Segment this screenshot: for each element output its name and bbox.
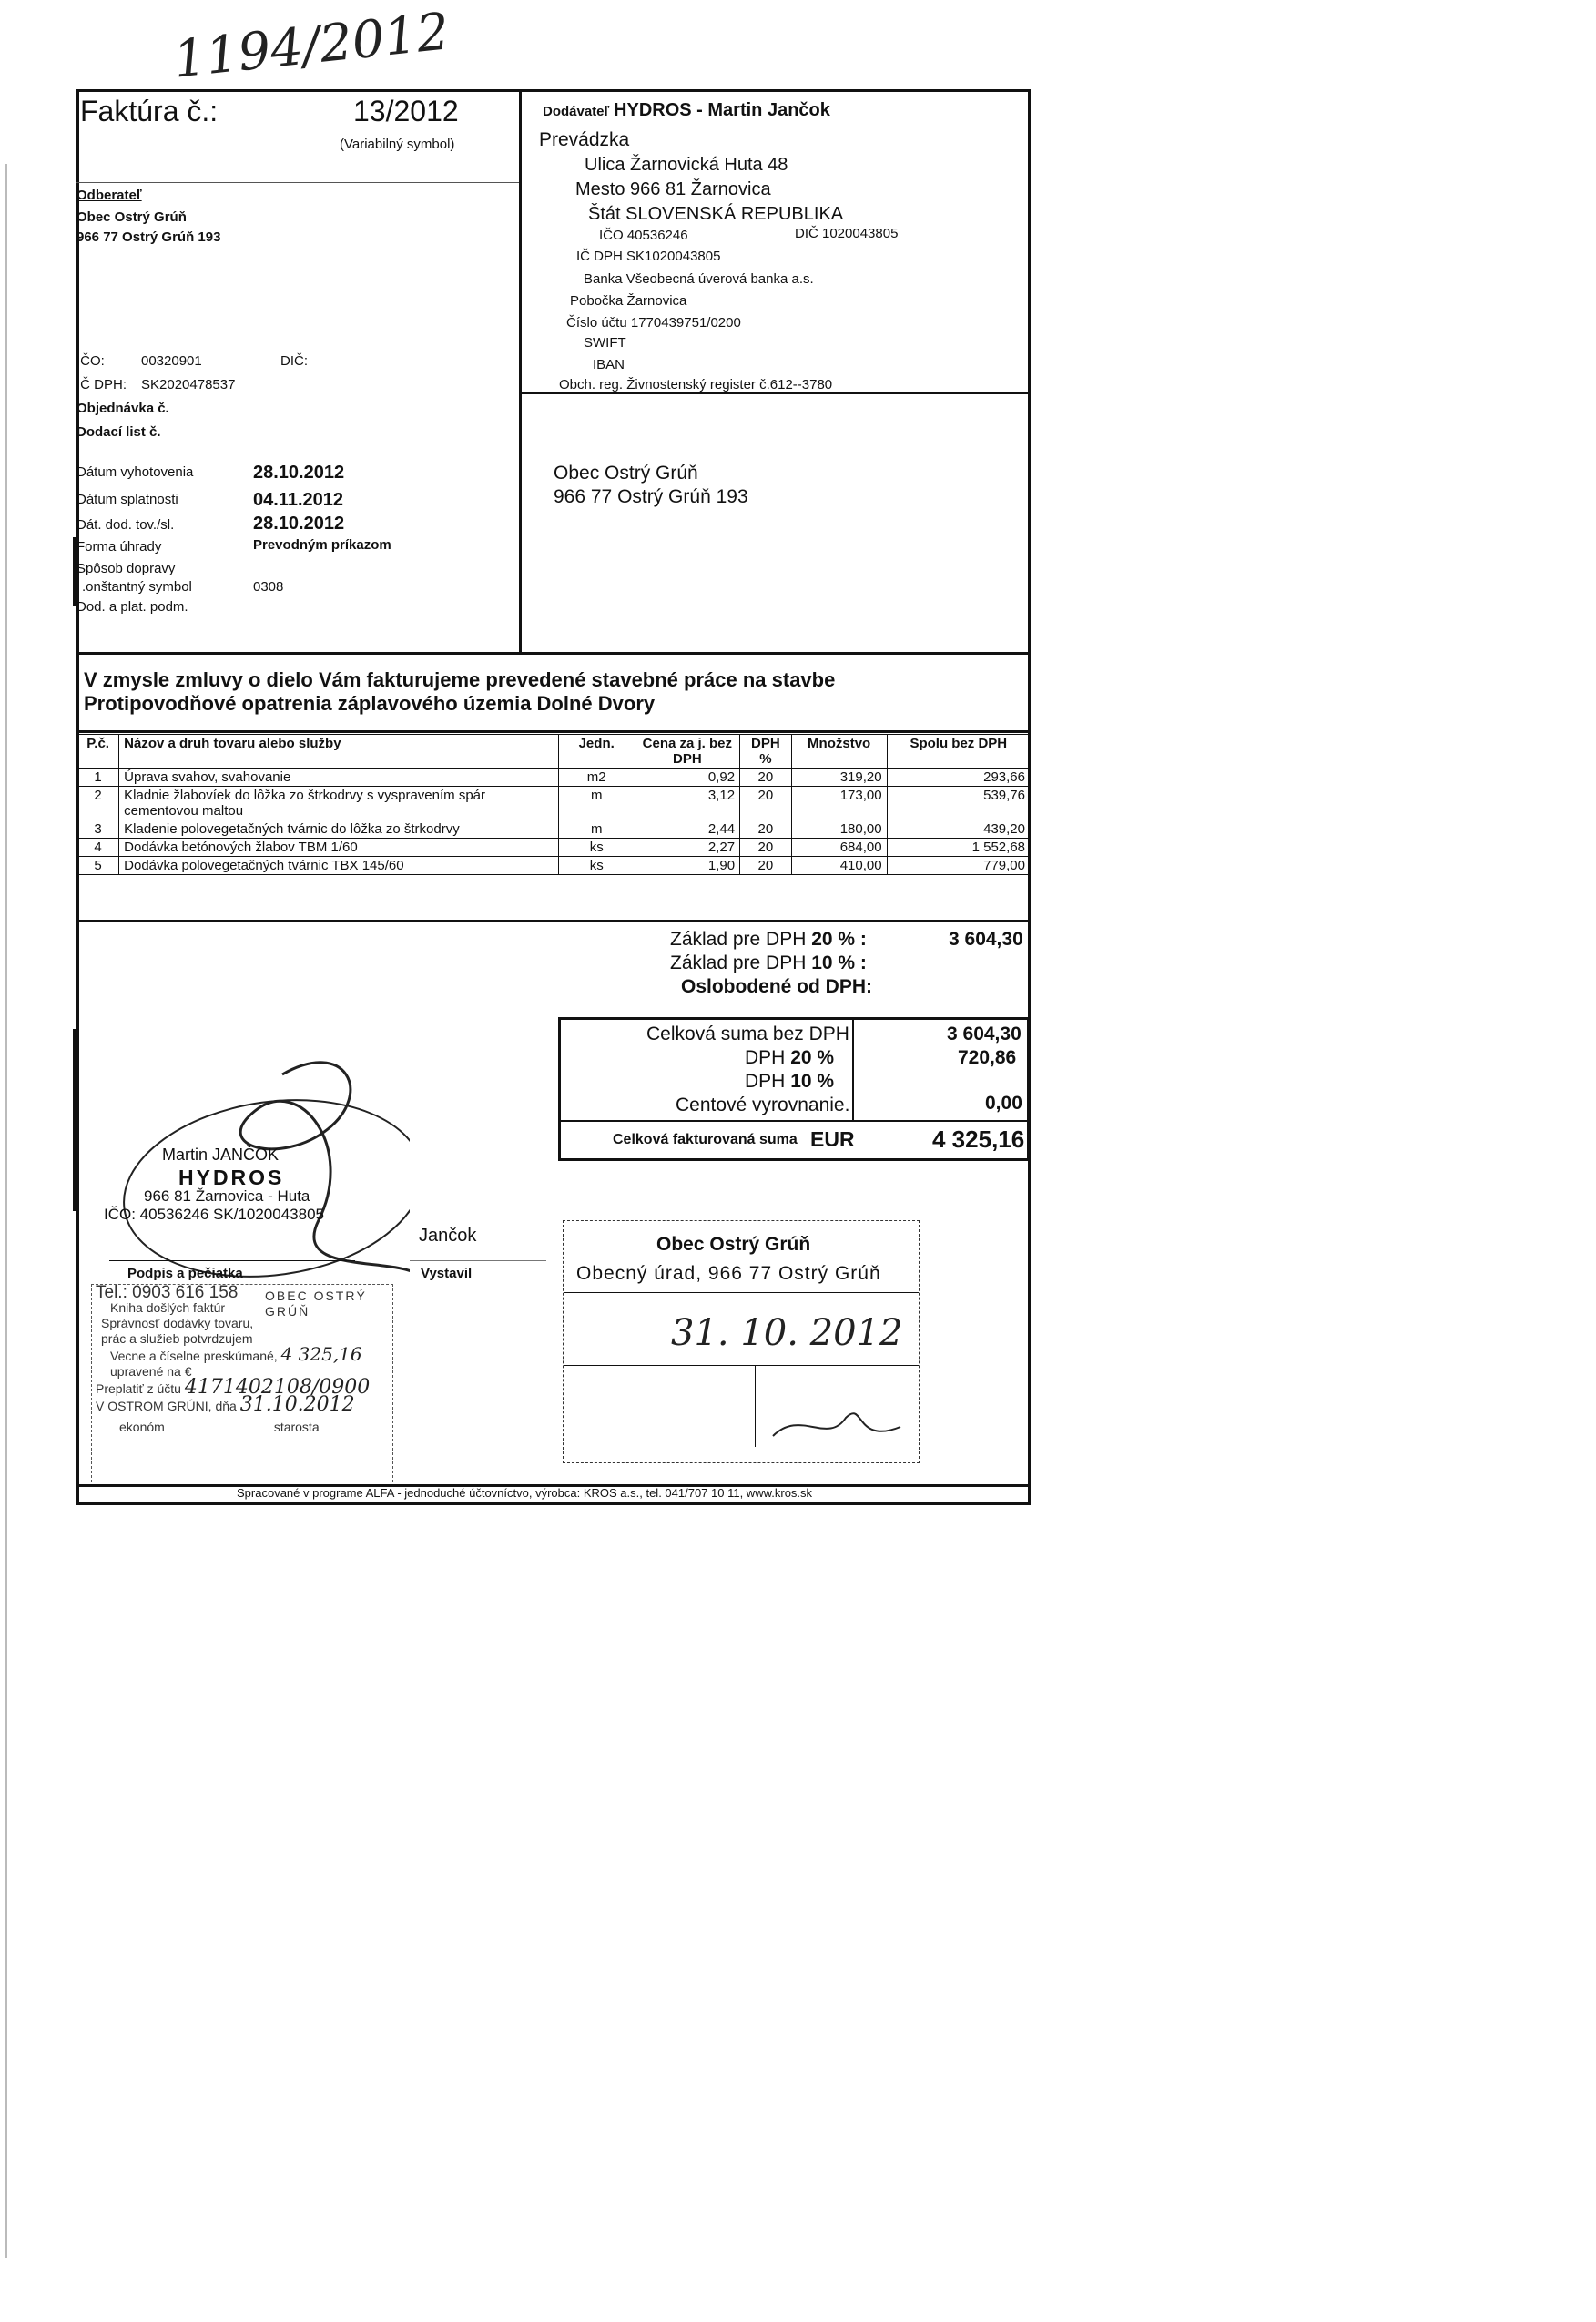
row-total: 539,76 — [887, 787, 1030, 820]
stamp-city: 966 81 Žarnovica - Huta — [144, 1187, 310, 1205]
approval-stamp — [563, 1220, 920, 1463]
total-no-vat: 3 604,30 — [947, 1024, 1022, 1044]
row-unit: m — [558, 787, 635, 820]
customer-dic-label: DIČ: — [280, 353, 308, 369]
supplier-account: Číslo účtu 1770439751/0200 — [566, 315, 741, 331]
table-row — [77, 820, 1031, 839]
table-row — [77, 769, 1031, 787]
row-pc: 5 — [77, 857, 119, 875]
recipient-line2: 966 77 Ostrý Grúň 193 — [554, 486, 748, 507]
items-table — [76, 734, 1031, 875]
supplier-label: Dodávateľ — [543, 104, 610, 119]
row-total: 779,00 — [887, 857, 1030, 875]
supplier-name: HYDROS - Martin Jančok — [614, 100, 830, 120]
row-total: 293,66 — [887, 769, 1030, 787]
row-unit: m — [558, 820, 635, 839]
base10-label: Základ pre DPH — [670, 952, 807, 973]
row-price: 0,92 — [635, 769, 739, 787]
row-vat: 20 — [740, 787, 792, 820]
control-l10: starosta — [273, 1420, 320, 1434]
vat20-row — [745, 1047, 834, 1069]
row-qty: 319,20 — [791, 769, 887, 787]
vat10-row — [745, 1071, 834, 1093]
payment-method: Prevodným príkazom — [253, 537, 391, 553]
row-price: 2,27 — [635, 839, 739, 857]
row-pc: 1 — [77, 769, 119, 787]
col-qty: Množstvo — [791, 735, 887, 769]
supplier-street: Ulica Žarnovická Huta 48 — [585, 155, 788, 175]
grand-total: 4 325,16 — [932, 1125, 1025, 1153]
control-l4: prác a služieb potvrdzujem — [101, 1331, 253, 1346]
supplier-city: Mesto 966 81 Žarnovica — [575, 179, 771, 199]
control-l7: Preplatiť z účtu — [96, 1381, 181, 1396]
vat20-value: 720,86 — [958, 1047, 1017, 1068]
control-l5-value: 4 325,16 — [280, 1343, 362, 1365]
supplier-dic: DIČ 1020043805 — [795, 226, 899, 241]
due-label: Dátum splatnosti — [76, 492, 178, 507]
row-total: 439,20 — [887, 820, 1030, 839]
intro-line2: Protipovodňové opatrenia záplavového územia Dolné Dvory — [84, 692, 656, 715]
col-unit: Jedn. — [558, 735, 635, 769]
supplier-country: Štát SLOVENSKÁ REPUBLIKA — [588, 204, 844, 224]
base20-value: 3 604,30 — [949, 929, 1023, 950]
supplier-bank-branch: Pobočka Žarnovica — [570, 293, 687, 309]
vat10-rate: 10 % — [790, 1071, 835, 1092]
stamp-ids: IČO: 40536246 SK/1020043805 — [104, 1206, 324, 1223]
vat20-rate: 20 % — [790, 1047, 835, 1068]
row-qty: 173,00 — [791, 787, 887, 820]
vat10-label: DPH — [745, 1071, 786, 1092]
control-l8-row — [92, 1393, 392, 1416]
supplier-bank: Banka Všeobecná úverová banka a.s. — [584, 271, 814, 287]
row-name: Úprava svahov, svahovanie — [119, 769, 559, 787]
col-total: Spolu bez DPH — [887, 735, 1030, 769]
supplier-iban: IBAN — [593, 357, 625, 372]
control-l9: ekonóm — [119, 1420, 165, 1434]
stamp-company: HYDROS — [178, 1166, 285, 1189]
control-l2: Kniha došlých faktúr — [110, 1300, 226, 1315]
order-label: Objednávka č. — [76, 401, 169, 416]
issuer-label: Vystavil — [421, 1266, 473, 1281]
total-no-vat-label: Celková suma bez DPH — [646, 1024, 849, 1044]
control-l1: OBEC OSTRÝ GRÚŇ — [265, 1288, 367, 1319]
customer-ico: 00320901 — [141, 353, 202, 369]
base20-row — [670, 929, 867, 951]
control-l6: upravené na € — [110, 1364, 192, 1379]
row-qty: 410,00 — [791, 857, 887, 875]
rounding-label: Centové vyrovnanie. — [676, 1095, 850, 1115]
variable-symbol-note: (Variabilný symbol) — [340, 137, 455, 152]
approval-header: Obec Ostrý Grúň — [656, 1234, 811, 1255]
control-phone: Tel.: 0903 616 158 — [96, 1283, 239, 1302]
col-vat: DPH % — [740, 735, 792, 769]
stamp-name: Martin JANČOK — [162, 1146, 280, 1164]
row-name: Kladnie žlabovíek do lôžka zo štrkodrvy s vyspravením spár cementovou maltou — [119, 787, 559, 820]
invoice-number: 13/2012 — [353, 95, 459, 127]
grand-total-label: Celková fakturovaná suma — [613, 1132, 798, 1147]
customer-ic-dph: SK2020478537 — [141, 377, 236, 392]
supplier-ico: IČO 40536246 — [599, 228, 688, 243]
table-header-row — [77, 735, 1031, 769]
row-qty: 684,00 — [791, 839, 887, 857]
delivery-date-label: Dát. dod. tov./sl. — [76, 517, 175, 533]
control-l3: Správnosť dodávky tovaru, — [101, 1316, 254, 1330]
customer-ico-label: IČO: — [76, 353, 105, 369]
col-name: Názov a druh tovaru alebo služby — [119, 735, 559, 769]
base20-label: Základ pre DPH — [670, 929, 807, 950]
table-row — [77, 839, 1031, 857]
control-stamp — [91, 1284, 393, 1482]
row-total: 1 552,68 — [887, 839, 1030, 857]
row-name: Dodávka betónových žlabov TBM 1/60 — [119, 839, 559, 857]
row-pc: 2 — [77, 787, 119, 820]
customer-ic-dph-label: IČ DPH: — [76, 377, 127, 392]
control-l7-value: 4171402108/0900 — [184, 1376, 371, 1399]
supplier-ic-dph: IČ DPH SK1020043805 — [576, 249, 721, 264]
handwritten-reference: 1194/2012 — [170, 2, 452, 90]
base10-row — [670, 952, 867, 974]
control-l8: V OSTROM GRÚNI, dňa — [96, 1399, 237, 1413]
issued-label: Dátum vyhotovenia — [76, 464, 194, 480]
table-row — [77, 857, 1031, 875]
row-vat: 20 — [740, 820, 792, 839]
row-price: 3,12 — [635, 787, 739, 820]
supplier-branch: Prevádzka — [539, 129, 630, 150]
approval-signature — [764, 1400, 910, 1454]
constant-symbol: 0308 — [253, 579, 284, 595]
row-name: Kladenie polovegetačných tvárnic do lôžka zo štrkodrvy — [119, 820, 559, 839]
due-date: 04.11.2012 — [253, 490, 343, 510]
exempt-label: Oslobodené od DPH: — [681, 976, 872, 997]
row-price: 2,44 — [635, 820, 739, 839]
terms-label: Dod. a plat. podm. — [76, 599, 188, 615]
vat20-label: DPH — [745, 1047, 786, 1068]
row-unit: ks — [558, 857, 635, 875]
row-qty: 180,00 — [791, 820, 887, 839]
control-l8-value: 31.10.2012 — [239, 1393, 355, 1416]
control-l5-row — [92, 1343, 392, 1365]
delivery-note-label: Dodací list č. — [76, 424, 161, 440]
issuer-name: Jančok — [419, 1226, 477, 1246]
transport-label: Spôsob dopravy — [76, 561, 176, 576]
row-pc: 3 — [77, 820, 119, 839]
row-vat: 20 — [740, 769, 792, 787]
delivery-date: 28.10.2012 — [253, 514, 345, 534]
issued-date: 28.10.2012 — [253, 463, 345, 483]
row-name: Dodávka polovegetačných tvárnic TBX 145/60 — [119, 857, 559, 875]
row-price: 1,90 — [635, 857, 739, 875]
table-row — [77, 787, 1031, 820]
row-unit: ks — [558, 839, 635, 857]
row-vat: 20 — [740, 839, 792, 857]
software-footer: Spracované v programe ALFA - jednoduché účtovníctvo, výrobca: KROS a.s., tel. 041/707 10 11, www.kros.sk — [237, 1486, 813, 1500]
approval-date: 31. 10. 2012 — [671, 1312, 903, 1354]
currency: EUR — [810, 1127, 855, 1151]
constant-symbol-label: .onštantný symbol — [82, 579, 192, 595]
supplier-swift: SWIFT — [584, 335, 626, 351]
base20-rate: 20 % : — [811, 929, 867, 950]
recipient-line1: Obec Ostrý Grúň — [554, 463, 698, 484]
row-pc: 4 — [77, 839, 119, 857]
col-price: Cena za j. bez DPH — [635, 735, 739, 769]
rounding-value: 0,00 — [985, 1093, 1022, 1114]
row-vat: 20 — [740, 857, 792, 875]
invoice-title: Faktúra č.: — [80, 95, 219, 127]
customer-address: 966 77 Ostrý Grúň 193 — [76, 229, 221, 245]
supplier-register: Obch. reg. Živnostenský register č.612--3780 — [559, 377, 833, 392]
customer-name: Obec Ostrý Grúň — [76, 209, 187, 225]
payment-label: Forma úhrady — [76, 539, 162, 555]
intro-line1: V zmysle zmluvy o dielo Vám fakturujeme prevedené stavebné práce na stavbe — [84, 668, 836, 691]
supplier-block — [543, 100, 830, 121]
row-unit: m2 — [558, 769, 635, 787]
customer-label: Odberateľ — [76, 188, 142, 203]
sign-label: Podpis a pečiatka — [127, 1266, 243, 1281]
col-pc: P.č. — [77, 735, 119, 769]
control-l5: Vecne a číselne preskúmané, — [110, 1349, 278, 1363]
approval-sub: Obecný úrad, 966 77 Ostrý Grúň — [576, 1263, 881, 1284]
base10-rate: 10 % : — [811, 952, 867, 973]
